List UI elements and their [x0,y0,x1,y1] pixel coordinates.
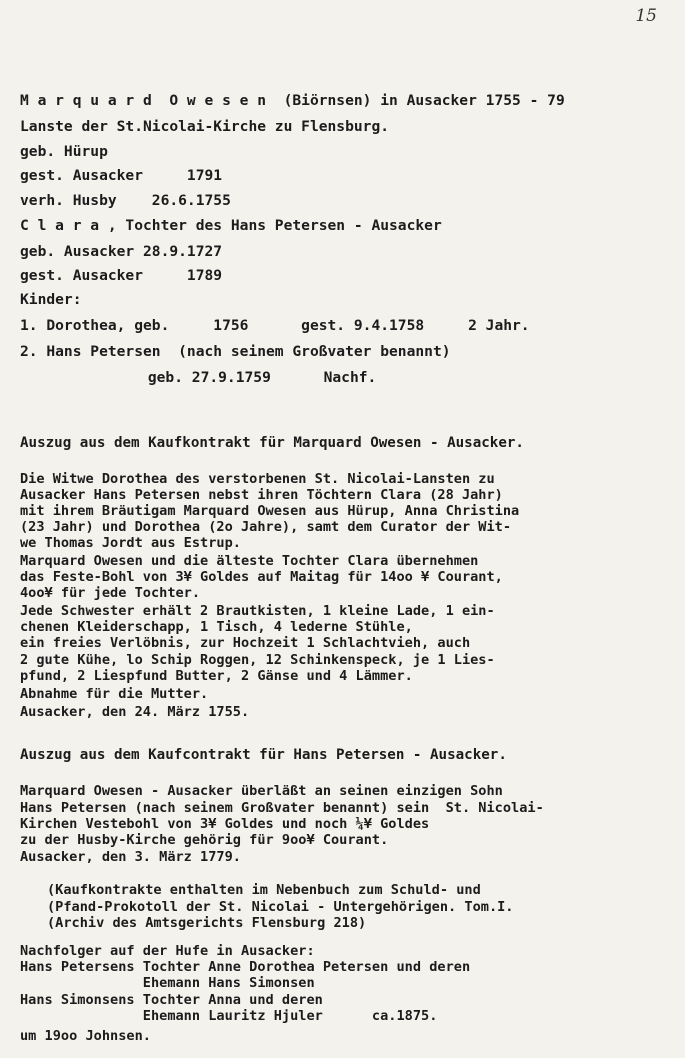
clara-born: geb. Ausacker 28.9.1727 [20,243,223,260]
contract1-line: 2 gute Kühe, lo Schip Roggen, 12 Schinkenspeck, je 1 Lies- [20,652,495,668]
contract2-line: Kirchen Vestebohl von 3¥ Goldes und noch ¼¥ Goldes [20,816,430,832]
contract1-line: pfund, 2 Liespfund Butter, 2 Gänse und 4 Lämmer. [20,668,413,684]
contract1-line: (23 Jahr) und Dorothea (2o Jahre), samt dem Curator der Wit- [20,519,512,535]
archive-note-line: (Archiv des Amtsgerichts Flensburg 218) [47,915,367,931]
contract1-line: Jede Schwester erhält 2 Brautkisten, 1 kleine Lade, 1 ein- [20,603,495,619]
contract1-line: ein freies Verlöbnis, zur Hochzeit 1 Schlachtvieh, auch [20,635,471,651]
successors-line: Hans Petersens Tochter Anne Dorothea Petersen und deren [20,959,471,975]
contract2-line: Ausacker, den 3. März 1779. [20,849,241,865]
entry-subtitle: Lanste der St.Nicolai-Kirche zu Flensburg. [20,118,390,135]
page-number: 15 [635,6,657,26]
marquard-born: geb. Hürup [20,143,108,160]
successors-line: Hans Simonsens Tochter Anna und deren [20,992,323,1008]
clara-died: gest. Ausacker 1789 [20,267,223,284]
contract1-line: chenen Kleiderschapp, 1 Tisch, 4 lederne Stühle, [20,619,413,635]
archive-note-line: (Kaufkontrakte enthalten im Nebenbuch zum Schuld- und [47,882,481,898]
archive-note-line: (Pfand-Prokotoll der St. Nicolai - Untergehörigen. Tom.I. [47,899,514,915]
marquard-married: verh. Husby 26.6.1755 [20,192,231,209]
clara-name: C l a r a , Tochter des Hans Petersen - Ausacker [20,217,442,234]
contract2-line: zu der Husby-Kirche gehörig für 9oo¥ Courant. [20,832,389,848]
successors-line: Ehemann Lauritz Hjuler ca.1875. [20,1008,438,1024]
child-item: geb. 27.9.1759 Nachf. [60,369,377,386]
successors-line: Nachfolger auf der Hufe in Ausacker: [20,943,315,959]
contract2-line: Hans Petersen (nach seinem Großvater benannt) sein St. Nicolai- [20,800,544,816]
contract2-heading: Auszug aus dem Kaufcontrakt für Hans Petersen - Ausacker. [20,747,507,763]
children-label: Kinder: [20,291,82,308]
contract1-line: mit ihrem Bräutigam Marquard Owesen aus Hürup, Anna Christina [20,503,520,519]
contract1-line: Marquard Owesen und die älteste Tochter Clara übernehmen [20,553,479,569]
contract2-line: Marquard Owesen - Ausacker überläßt an seinen einzigen Sohn [20,783,503,799]
contract1-line: Die Witwe Dorothea des verstorbenen St. Nicolai-Lansten zu [20,471,495,487]
successors-line: Ehemann Hans Simonsen [20,975,315,991]
entry-title: M a r q u a r d O w e s e n (Biörnsen) in Ausacker 1755 - 79 [20,92,565,109]
contract1-line: das Feste-Bohl von 3¥ Goldes auf Maitag für 14oo ¥ Courant, [20,569,503,585]
contract1-heading: Auszug aus dem Kaufkontrakt für Marquard Owesen - Ausacker. [20,435,524,451]
contract1-line: we Thomas Jordt aus Estrup. [20,535,241,551]
successors-line: um 19oo Johnsen. [20,1028,151,1044]
child-item: 1. Dorothea, geb. 1756 gest. 9.4.1758 2 Jahr. [20,317,530,334]
contract1-line: Ausacker, den 24. März 1755. [20,704,250,720]
marquard-died: gest. Ausacker 1791 [20,167,223,184]
contract1-line: Ausacker Hans Petersen nebst ihren Töchtern Clara (28 Jahr) [20,487,503,503]
contract1-line: Abnahme für die Mutter. [20,686,209,702]
contract1-line: 4oo¥ für jede Tochter. [20,585,201,601]
child-item: 2. Hans Petersen (nach seinem Großvater benannt) [20,343,451,360]
